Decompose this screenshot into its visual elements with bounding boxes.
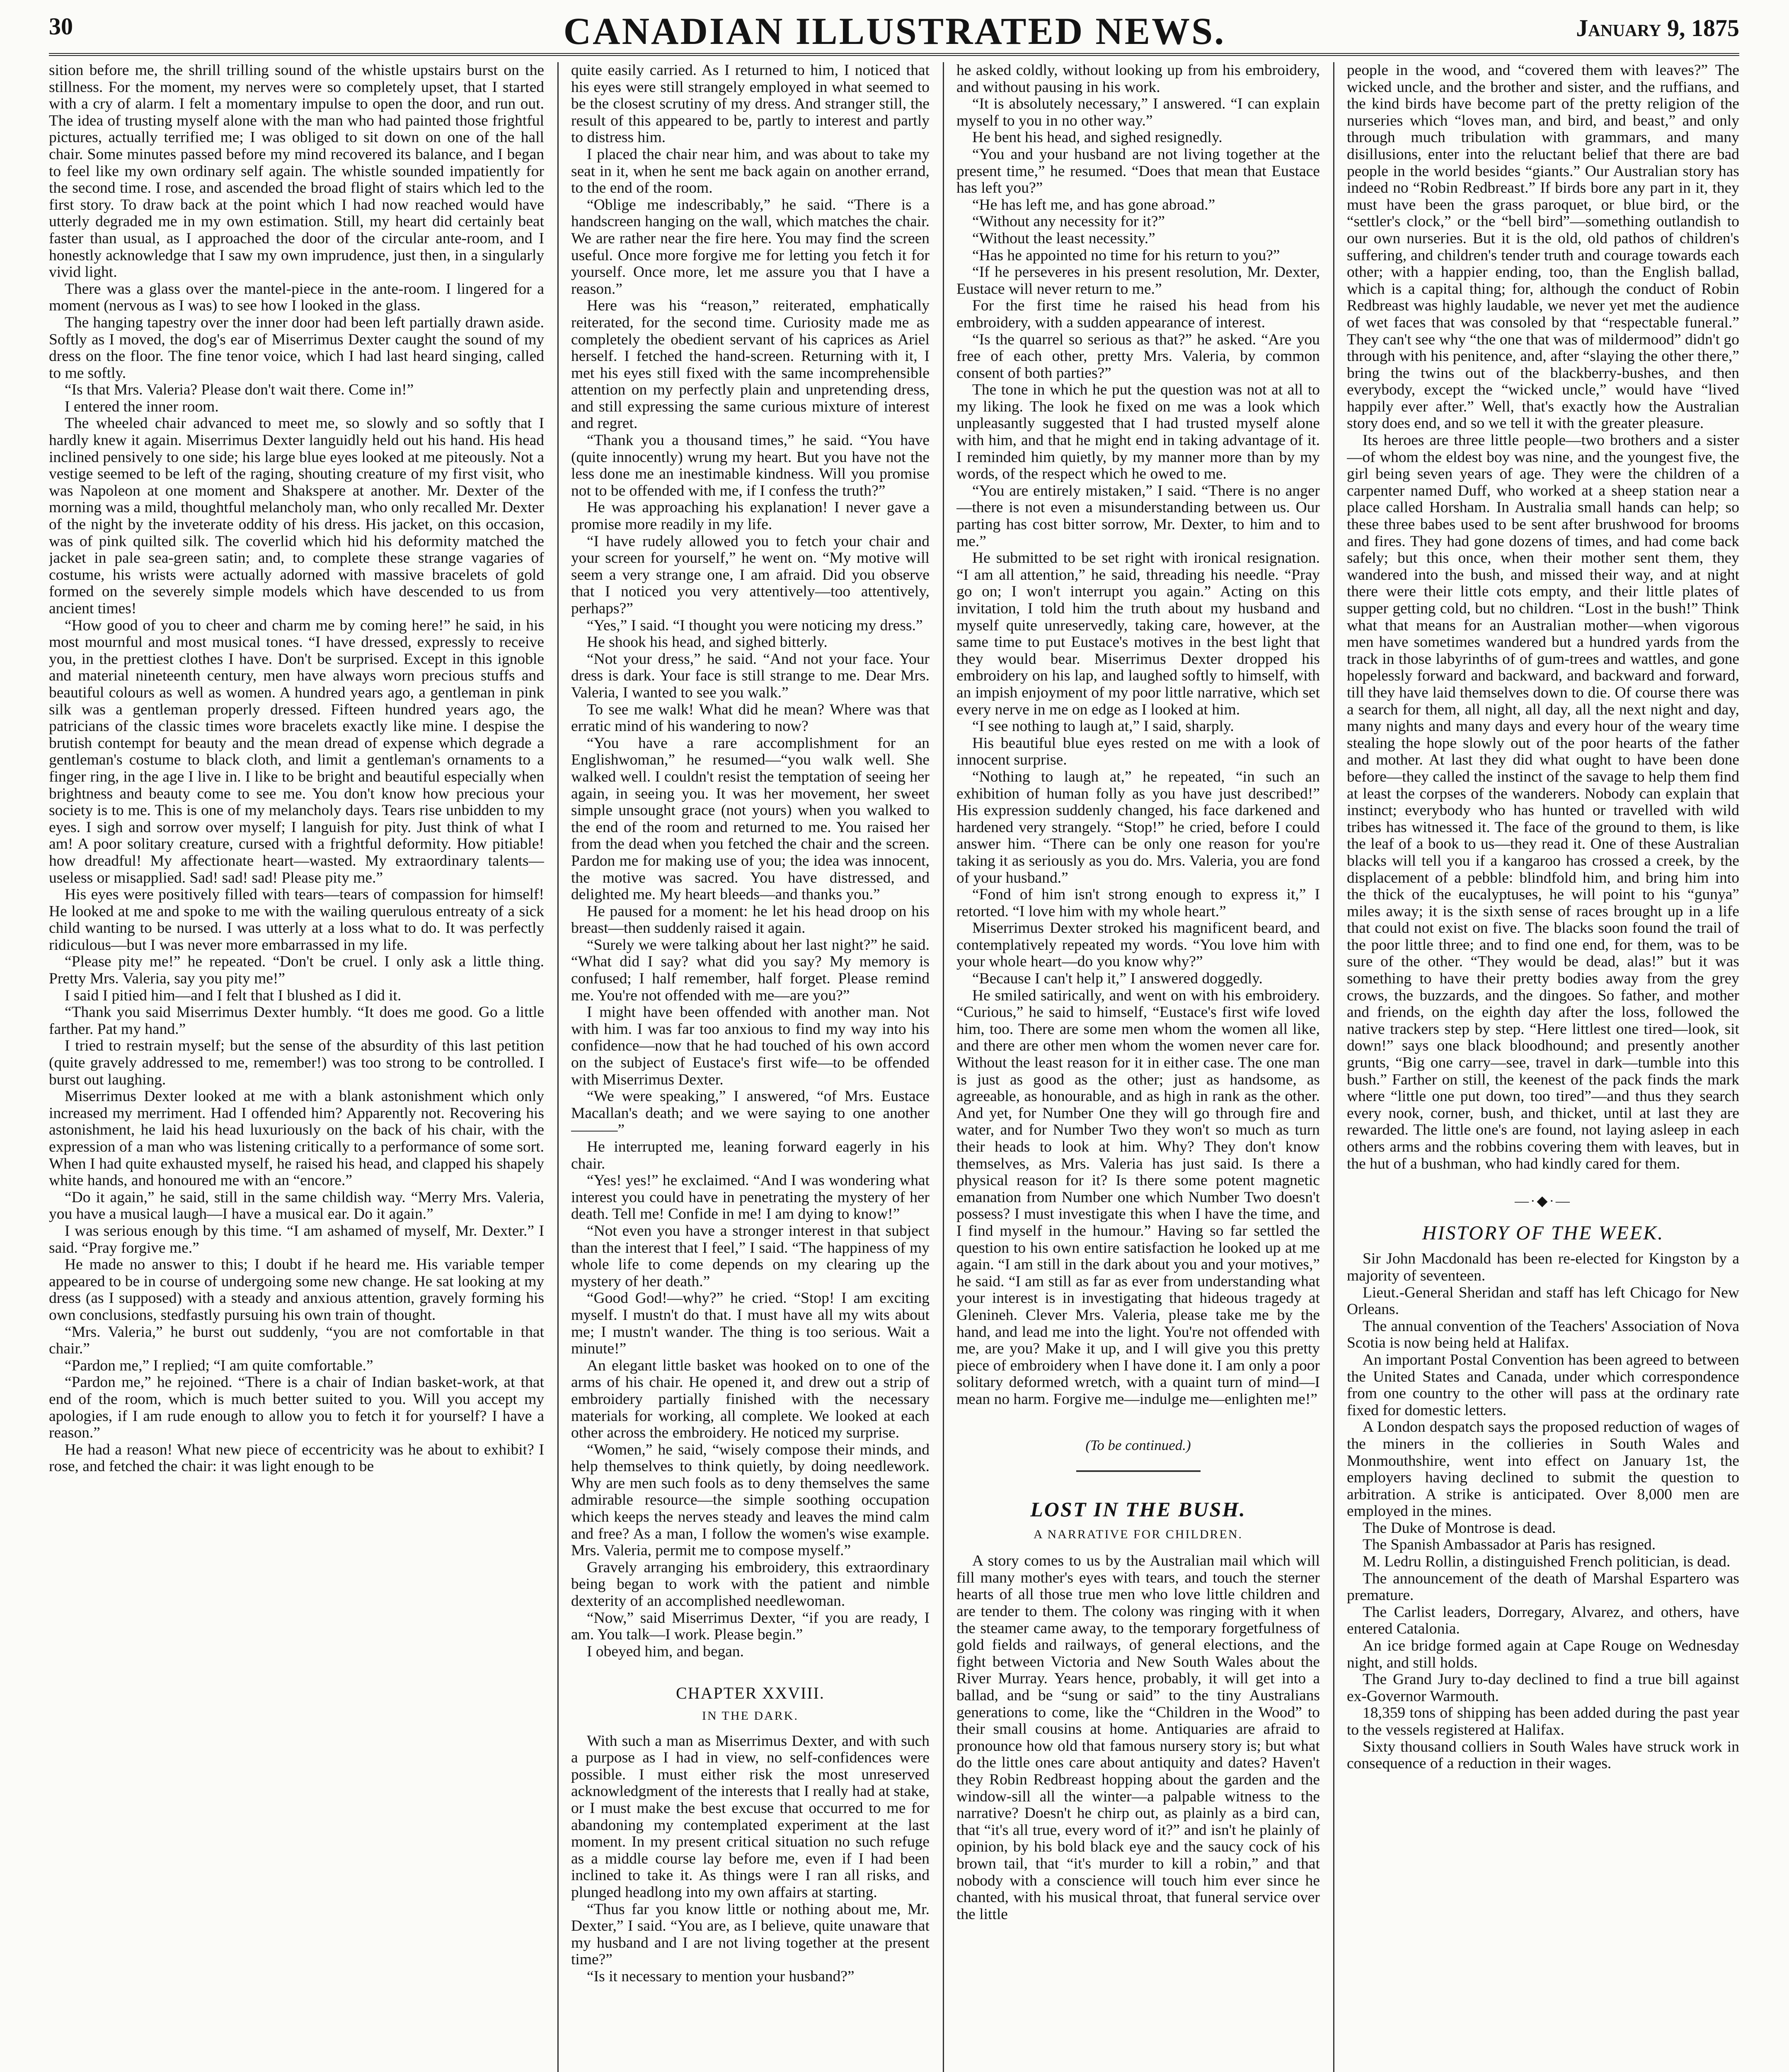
paragraph: I was serious enough by this time. “I am ashamed of myself, Mr. Dexter.” I said. “Pray forgive me.” bbox=[49, 1222, 544, 1256]
paragraph: I tried to restrain myself; but the sense of the absurdity of this last petition (quite gravely addressed to me, remember!) was too strong to be controlled. I burst out laughing. bbox=[49, 1037, 544, 1088]
story-title: LOST IN THE BUSH. bbox=[1030, 1498, 1246, 1521]
paragraph: I entered the inner room. bbox=[65, 398, 219, 415]
paragraph: Gravely arranging his embroidery, this extraordinary being began to work with the patient and nimble dexterity of an accomplished needlewoman. bbox=[571, 1559, 930, 1610]
paragraph: He paused for a moment: he let his head droop on his breast—then suddenly raised it again. bbox=[571, 903, 930, 937]
paragraph: “Pardon me,” he rejoined. “There is a chair of Indian basket-work, at that end of the room, which is much better suited to you. Will you accept my apologies, if I am rude enough to allow you to fetch it for yourself? I have a reason.” bbox=[49, 1374, 544, 1442]
news-item: The annual convention of the Teachers' Association of Nova Scotia is now being held at Halifax. bbox=[1347, 1317, 1739, 1352]
paragraph: “Thank you a thousand times,” he said. “You have (quite innocently) wrung my heart. But you have not the less done me an inestimable kindness. Will you promise not to be offended with me, if I confess the truth?” bbox=[571, 432, 930, 499]
paragraph: “You have a rare accomplishment for an Englishwoman,” he resumed—“you walk well. She walked well. I couldn't resist the temptation of seeing her again, in seeing you. It was her movement, her sweet simple unsought grace (not yours) when you walked to the end of the room and returned to me. You raised her from the dead when you fetched the chair and the screen. Pardon me for making use of you; the idea was innocent, the motive was sacred. You have distressed, and delighted me. My heart bleeds—and thanks you.” bbox=[571, 734, 930, 903]
paragraph: An elegant little basket was hooked on to one of the arms of his chair. He opened it, and drew out a strip of embroidery partially finished with the necessary materials for working, all complete. We looked at each other across the embroidery. He noticed my surprise. bbox=[571, 1357, 930, 1442]
column-2 bbox=[571, 62, 930, 2072]
paragraph: “Has he appointed no time for his return to you?” bbox=[972, 247, 1280, 264]
paragraph: “Is the quarrel so serious as that?” he asked. “Are you free of each other, pretty Mrs. Valeria, by common consent of both parties?” bbox=[956, 331, 1320, 382]
news-item: Sixty thousand colliers in South Wales have struck work in consequence of a reduction in their wages. bbox=[1347, 1738, 1739, 1772]
paragraph: “He has left me, and has gone abroad.” bbox=[972, 196, 1215, 213]
paragraph: “Pardon me,” I replied; “I am quite comfortable.” bbox=[65, 1357, 373, 1374]
column-divider bbox=[557, 62, 559, 2072]
page-number: 30 bbox=[49, 13, 73, 40]
news-item: M. Ledru Rollin, a distinguished French politician, is dead. bbox=[1363, 1553, 1731, 1571]
paragraph: His beautiful blue eyes rested on me with a look of innocent surprise. bbox=[956, 734, 1320, 769]
paragraph: He was approaching his explanation! I never gave a promise more readily in my life. bbox=[571, 499, 930, 533]
news-item: The announcement of the death of Marshal Espartero was premature. bbox=[1347, 1570, 1739, 1604]
paragraph: “Thus far you know little or nothing about me, Mr. Dexter,” I said. “You are, as I believe, quite unaware that my husband and I are not living together at the present time?” bbox=[571, 1900, 930, 1968]
paragraph: “Without any necessity for it?” bbox=[972, 213, 1165, 230]
history-heading: HISTORY OF THE WEEK. bbox=[1422, 1222, 1664, 1244]
news-item: The Duke of Montrose is dead. bbox=[1363, 1519, 1556, 1537]
paragraph: He made no answer to this; I doubt if he heard me. His variable temper appeared to be in course of undergoing some new change. He sat looking at my dress (as I supposed) with a steady and anxious attention, gravely forming his own conclusions, stedfastly pursuing his own train of thought. bbox=[49, 1256, 544, 1324]
story-subtitle: A NARRATIVE FOR CHILDREN. bbox=[1033, 1527, 1243, 1541]
chapter-heading: CHAPTER XXVIII. bbox=[676, 1684, 825, 1703]
paragraph: Here was his “reason,” reiterated, emphatically reiterated, for the second time. Curiosity made me as completely the obedient servant of his caprices as Ariel herself. I fetched the hand-screen. Returning with it, I met his eyes still fixed with the same incomprehensible attention on my perfectly plain and unpretending dress, and still expressing the same curious mixture of interest and regret. bbox=[571, 297, 930, 432]
paragraph: For the first time he raised his head from his embroidery, with a sudden appearance of interest. bbox=[956, 297, 1320, 331]
paragraph: “Not your dress,” he said. “And not your face. Your dress is dark. Your face is still strange to me. Dear Mrs. Valeria, I wanted to see you walk.” bbox=[571, 650, 930, 701]
column-divider bbox=[943, 62, 944, 2072]
paragraph: “Yes,” I said. “I thought you were noticing my dress.” bbox=[587, 617, 923, 634]
paragraph: I might have been offended with another man. Not with him. I was far too anxious to find my way into his confidence—now that he had touched of his own accord on the subject of Eustace's first wife—to be offended with Miserrimus Dexter. bbox=[571, 1004, 930, 1088]
column-4 bbox=[1347, 62, 1739, 2072]
paragraph: “Now,” said Miserrimus Dexter, “if you are ready, I am. You talk—I work. Please begin.” bbox=[571, 1609, 930, 1644]
paragraph: “Because I can't help it,” I answered doggedly. bbox=[972, 970, 1263, 988]
news-item: An ice bridge formed again at Cape Rouge on Wednesday night, and still holds. bbox=[1347, 1637, 1739, 1671]
column-3 bbox=[956, 62, 1320, 2072]
paragraph: “Women,” he said, “wisely compose their minds, and help themselves to think quietly, by doing needlework. Why are men such fools as to deny themselves the same admirable resource—the simple soothing occupation which keeps the nerves steady and leaves the mind calm and free? As a man, I follow the women's wise example. Mrs. Valeria, permit me to compose myself.” bbox=[571, 1441, 930, 1559]
paragraph: “Fond of him isn't strong enough to express it,” I retorted. “I love him with my whole heart.” bbox=[956, 886, 1320, 920]
column-1 bbox=[49, 62, 544, 2072]
paragraph: He interrupted me, leaning forward eagerly in his chair. bbox=[571, 1138, 930, 1172]
paragraph: “It is absolutely necessary,” I answered. “I can explain myself to you in no other way.” bbox=[956, 95, 1320, 129]
paragraph: The hanging tapestry over the inner door had been left partially drawn aside. Softly as I moved, the dog's ear of Miserrimus Dexter caught the sound of my dress on the floor. The fine tenor voice, which I had last heard singing, called to me softly. bbox=[49, 314, 544, 382]
paragraph: Its heroes are three little people—two brothers and a sister—of whom the eldest boy was nine, and the youngest five, the girl being seven years of age. They were the children of a carpenter named Duff, who worked at a sheep station near a place called Horsham. In Australia small hands can help; so these three babes used to be sent after brushwood for brooms and fires. They had gone dozens of times, and had come back safely; but this once, when their mother sent them, they wandered into the bush, and missed their way, and at night there were their little cots empty, and their little plates of supper getting cold, but no children. “Lost in the bush!” Think what that means for an Australian mother—when vigorous men have sometimes wandered but a hundred yards from the track in those labyrinths of of gum-trees and wattles, and gone hopelessly forward and backward, and backward and forward, till they have laid themselves down to die. Of course there was a search for them, all night, all day, all the next night and day, many nights and many days and every hour of the weary time stealing the hope slowly out of the poor hearts of the father and mother. At last they did what ought to have been done before—they called the instinct of the savage to help them find at least the corpses of the wanderers. Nobody can explain that instinct; everybody who has hunted or travelled with wild tribes has witnessed it. The face of the ground to them, is like the leaf of a book to us—they read it. One of these Australian blacks will tell you if a kangaroo has crossed a creek, by the displacement of a pebble: blindfold him, and bring him into the thick of the eucalyptuses, he will point to his “gunya” miles away; it is the sixth sense of races brought up in a life that could not exist on five. The blacks soon found the trail of the poor little three; and to find one end, for them, was to be sure of the other. “They would be dead, alas!” but it was something to have their pretty bodies away from the grey crows, the buzzards, and the dingoes. So father, and mother and friends, on the eighth day after the loss, followed the native trackers step by step. “Here littlest one tired—look, sit down!” says one black bloodhound; and presently another grunts, “Big one carry—see, travel in dark—tumble into this bush.” Farther on still, the keenest of the pack finds the mark where “little one put down, too tired”—and thus they search every nook, corner, bush, and thicket, until at last they are rewarded. The little one's are found, not laying asleep in each others arms and the robbins covering them with leaves, but in the hut of a bushman, who had kindly cared for them. bbox=[1347, 432, 1739, 1172]
paragraph: “How good of you to cheer and charm me by coming here!” he said, in his most mournful and most musical tones. “I have dressed, expressly to receive you, in the prettiest clothes I have. Don't be surprised. Except in this ignoble and material nineteenth century, men have always worn precious stuffs and beautiful colours as well as women. A hundred years ago, a gentleman in pink silk was a gentleman properly dressed. Fifteen hundred years ago, the patricians of the classic times wore bracelets exactly like mine. I despise the brutish contempt for beauty and the mean dread of expense which degrade a gentleman's costume to black cloth, and limit a gentleman's ornaments to a finger ring, in the age I live in. I like to be bright and beautiful especially when brightness and beauty come to see me. You don't know how precious your society is to me. This is one of my melancholy days. Tears rise unbidden to my eyes. I sigh and sorrow over myself; I languish for pity. Just think of what I am! A poor solitary creature, cursed with a frightful deformity. How pitiable! how dreadful! My affectionate heart—wasted. My extraordinary talents—useless or misapplied. Sad! sad! sad! Please pity me.” bbox=[49, 617, 544, 886]
section-divider bbox=[1076, 1470, 1201, 1472]
chapter-subheading: IN THE DARK. bbox=[702, 1709, 799, 1723]
paragraph: “Good God!—why?” he cried. “Stop! I am exciting myself. I mustn't do that. I must have all my wits about me; I mustn't wander. The thing is too serious. Wait a minute!” bbox=[571, 1290, 930, 1358]
column-divider bbox=[1333, 62, 1334, 2072]
paragraph: “Is it necessary to mention your husband?” bbox=[587, 1968, 855, 1985]
paragraph: Miserrimus Dexter looked at me with a blank astonishment which only increased my merriment. Had I offended him? Apparently not. Recovering his astonishment, he laid his head luxuriously on the back of his chair, with the expression of a man who was listening critically to a performance of some sort. When I had quite exhausted myself, he raised his head, and clapped his shapely white hands, and honoured me with an “encore.” bbox=[49, 1088, 544, 1189]
paragraph: He had a reason! What new piece of eccentricity was he about to exhibit? I rose, and fetched the chair: it was light enough to be bbox=[49, 1441, 544, 1475]
news-item: Lieut.-General Sheridan and staff has left Chicago for New Orleans. bbox=[1347, 1284, 1739, 1318]
paragraph: “Without the least necessity.” bbox=[972, 230, 1155, 247]
ornament-divider: —·◆·— bbox=[1515, 1193, 1571, 1209]
paragraph: The wheeled chair advanced to meet me, so slowly and so softly that I hardly knew it again. Miserrimus Dexter languidly held out his hand. His head inclined pensively to one side; his large blue eyes looked at me piteously. Not a vestige seemed to be left of the raging, shouting creature of my first visit, who was Napoleon at one moment and Shakspere at another. Mr. Dexter of the morning was a mild, thoughtful melancholy man, who only recalled Mr. Dexter of the night by the inveterate oddity of his dress. His jacket, on this occasion, was of pink quilted silk. The coverlid which hid his deformity matched the jacket in pale sea-green satin; and, to complete these strange vagaries of costume, his wrists were actually adorned with massive bracelets of gold formed on the severely simple models which have descended to us from ancient times! bbox=[49, 415, 544, 617]
paragraph: “I see nothing to laugh at,” I said, sharply. bbox=[972, 718, 1234, 735]
paragraph: “Please pity me!” he repeated. “Don't be cruel. I only ask a little thing. Pretty Mrs. Valeria, say you pity me!” bbox=[49, 953, 544, 988]
news-item: The Grand Jury to-day declined to find a true bill against ex-Governor Warmouth. bbox=[1347, 1671, 1739, 1705]
paragraph: “Yes! yes!” he exclaimed. “And I was wondering what interest you could have in penetrating the mystery of her death. Tell me! Confide in me! I am dying to know!” bbox=[571, 1172, 930, 1223]
paragraph: He shook his head, and sighed bitterly. bbox=[587, 634, 828, 651]
paragraph: “Is that Mrs. Valeria? Please don't wait there. Come in!” bbox=[65, 381, 414, 399]
paragraph: quite easily carried. As I returned to him, I noticed that his eyes were still strangely employed in what seemed to be the closest scrutiny of my dress. And stranger still, the result of this appeared to be, partly to interest and partly to distress him. bbox=[571, 62, 930, 146]
paragraph: I said I pitied him—and I felt that I blushed as I did it. bbox=[65, 987, 402, 1004]
paragraph: I obeyed him, and began. bbox=[587, 1643, 744, 1660]
paragraph: “I have rudely allowed you to fetch your chair and your screen for yourself,” he went on. “My motive will seem a very strange one, I am afraid. Did you observe that I noticed you very attentively—too attentively, perhaps?” bbox=[571, 533, 930, 617]
paragraph: “Mrs. Valeria,” he burst out suddenly, “you are not comfortable in that chair.” bbox=[49, 1323, 544, 1358]
paragraph: The tone in which he put the question was not at all to my liking. The look he fixed on me was a look which unpleasantly suggested that I had trusted myself alone with him, and that he might end in taking advantage of it. I reminded him quietly, by my manner more than by my words, of the respect which he owed to me. bbox=[956, 381, 1320, 483]
paragraph: To see me walk! What did he mean? Where was that erratic mind of his wandering to now? bbox=[571, 701, 930, 735]
paragraph: “You are entirely mistaken,” I said. “There is no anger—there is not even a misunderstanding between us. Our parting has cost bitter sorrow, Mr. Dexter, to him and to me.” bbox=[956, 482, 1320, 550]
news-item: A London despatch says the proposed reduction of wages of the miners in the collieries in South Wales and Monmouthshire, went into effect on January 1st, the employers having declined to submit the question to arbitration. A strike is anticipated. Over 8,000 men are employed in the mines. bbox=[1347, 1418, 1739, 1520]
header-rule bbox=[49, 53, 1739, 59]
paragraph: “Surely we were talking about her last night?” he said. “What did I say? what did you say? My memory is confused; I half remember, half forget. Please remind me. You're not offended with me—are you?” bbox=[571, 936, 930, 1004]
paragraph: With such a man as Miserrimus Dexter, and with such a purpose as I had in view, no self-confidences were possible. I must either risk the most unreserved acknowledgment of the interests that I really had at stake, or I must make the best excuse that occurred to me for abandoning my contemplated experiment at the last moment. In my present critical situation no such refuge as a middle course lay before me, even if I had been inclined to take it. As things were I ran all risks, and plunged headlong into my own affairs at starting. bbox=[571, 1732, 930, 1901]
paragraph: I placed the chair near him, and was about to take my seat in it, when he sent me back again on another errand, to the end of the room. bbox=[571, 145, 930, 197]
to-be-continued: (To be continued.) bbox=[1085, 1437, 1191, 1453]
paragraph: “If he perseveres in his present resolution, Mr. Dexter, Eustace will never return to me.” bbox=[956, 264, 1320, 298]
paragraph: “You and your husband are not living together at the present time,” he resumed. “Does that mean that Eustace has left you?” bbox=[956, 145, 1320, 197]
paragraph: sition before me, the shrill trilling sound of the whistle upstairs burst on the stillness. For the moment, my nerves were so completely upset, that I started with a cry of alarm. I felt a momentary impulse to open the door, and run out. The idea of trusting myself alone with the man who had painted those frightful pictures, actually terrified me; I was obliged to sit down on one of the hall chair. Some minutes passed before my mind recovered its balance, and I began to feel like my own ordinary self again. The whistle sounded impatiently for the second time. I rose, and ascended the broad flight of stairs which led to the first story. To draw back at the point which I had now reached would have utterly degraded me in my own estimation. Still, my heart did certainly beat faster than usual, as I approached the door of the circular ante-room, and I honestly acknowledge that I saw my own imprudence, just then, in a singularly vivid light. bbox=[49, 62, 544, 281]
paragraph: He submitted to be set right with ironical resignation. “I am all attention,” he said, threading his needle. “Pray go on; I won't interrupt you again.” Acting on this invitation, I told him the truth about my husband and myself quite unreservedly, taking care, however, at the same time to put Eustace's motives in the best light that they would bear. Miserrimus Dexter dropped his embroidery on his lap, and laughed softly to himself, with an impish enjoyment of my poor little narrative, which set every nerve in me on edge as I looked at him. bbox=[956, 549, 1320, 718]
paragraph: “Nothing to laugh at,” he repeated, “in such an exhibition of human folly as you have just described!” His expression suddenly changed, his face darkened and hardened very strangely. “Stop!” he cried, before I could answer him. “There can be only one reason for you're taking it as seriously as you do. Mrs. Valeria, you are fond of your husband.” bbox=[956, 768, 1320, 886]
paragraph: “Do it again,” he said, still in the same childish way. “Merry Mrs. Valeria, you have a musical laugh—I have a musical ear. Do it again.” bbox=[49, 1188, 544, 1223]
paragraph: A story comes to us by the Australian mail which will fill many mother's eyes with tears, and touch the sterner hearts of all those true men who love little children and are tender to them. The colony was ringing with it when the steamer came away, to the temporary forgetfulness of gold fields and railways, of general elections, and the fight between Victoria and New South Wales about the River Murray. Years hence, probably, it will get into a ballad, and be “sung or said” to the tiny Australians generations to come, like the “Children in the Wood” to their small cousins at home. Antiquaries are afraid to pronounce how old that famous nursery story is; but what do the little ones care about antiquity and dates? Haven't they Robin Redbreast hopping about the garden and the window-sill all the winter—a palpable witness to the narrative? Doesn't he chirp out, as plainly as a bird can, that “it's all true, every word of it?” and isn't he plainly of opinion, by his bold black eye and the saucy cock of his brown tail, that “it's murder to kill a robin,” and that nobody with a conscience will touch him ever since he chanted, with his musical throat, that funeral service over the little bbox=[956, 1552, 1320, 1923]
paragraph: people in the wood, and “covered them with leaves?” The wicked uncle, and the brother and sister, and the ruffians, and the kind birds have become part of the pretty religion of the nurseries which “loves man, and bird, and beast,” and only through much tribulation with grammars, and many disillusions, enter into the reluctant belief that there are bad people in the world besides “giants.” Our Australian story has indeed no “Robin Redbreast.” If birds bore any part in it, they must have been the grass paroquet, or blue bird, or the “settler's clock,” or the “bell bird”—something outlandish to our own nurseries. But it is the old, old pathos of children's suffering, and children's tender truth and courage towards each other; with a happier ending, too, than the English ballad, which is a capital thing; for, although the conduct of Robin Redbreast was highly laudable, we never yet met the audience of wet faces that was consoled by that “respectable funeral.” They can't see why “the one that was of mildermood” didn't go through with his penitence, and, after “slaying the other there,” bring the twins out of the blackberry-bushes, and then everybody, except the “wicked uncle,” would have “lived happily ever after.” Well, that's exactly how the Australian story does end, and so we tell it with the greater pleasure. bbox=[1347, 62, 1739, 432]
news-item: The Carlist leaders, Dorregary, Alvarez, and others, have entered Catalonia. bbox=[1347, 1603, 1739, 1638]
news-item: The Spanish Ambassador at Paris has resigned. bbox=[1363, 1536, 1656, 1554]
paragraph: He smiled satirically, and went on with his embroidery. “Curious,” he said to himself, “Eustace's first wife loved him, too. There are some men whom the women all like, and there are other men whom the women never care for. Without the least reason for it in either case. The one man is just as good as the other; just as handsome, as agreeable, as honourable, and as high in rank as the other. And yet, for Number One they will go through fire and water, and for Number Two they won't so much as turn their heads to look at him. Why? They don't know themselves, as Mrs. Valeria has just said. Is there a physical reason for it? Is there some potent magnetic emanation from Number one which Number Two doesn't possess? I must investigate this when I have the time, and I find myself in the humour.” Having so far settled the question to his own entire satisfaction he looked up at me again. “I am still in the dark about you and your motives,” he said. “I am still as far as ever from understanding what your interest is in investigating that hideous tragedy at Glenineh. Clever Mrs. Valeria, please take me by the hand, and lead me into the light. You're not offended with me, are you? Make it up, and I will give you this pretty piece of embroidery when I have done it. I am only a poor solitary deformed wretch, with a quaint turn of mind—I mean no harm. Forgive me—indulge me—enlighten me!” bbox=[956, 987, 1320, 1408]
paragraph: He bent his head, and sighed resignedly. bbox=[972, 129, 1223, 146]
paragraph: His eyes were positively filled with tears—tears of compassion for himself! He looked at me and spoke to me with the wailing querulous entreaty of a sick child wanting to be nursed. I was utterly at a loss what to do. It was perfectly ridiculous—but I was never more embarrassed in my life. bbox=[49, 886, 544, 954]
paragraph: he asked coldly, without looking up from his embroidery, and without pausing in his work. bbox=[956, 62, 1320, 96]
masthead: CANADIAN ILLUSTRATED NEWS. bbox=[563, 10, 1226, 52]
news-item: 18,359 tons of shipping has been added during the past year to the vessels registered at Halifax. bbox=[1347, 1704, 1739, 1738]
paragraph: Miserrimus Dexter stroked his magnificent beard, and contemplatively repeated my words. “You love him with your whole heart—do you know why?” bbox=[956, 920, 1320, 971]
paragraph: “Not even you have a stronger interest in that subject than the interest that I feel,” I said. “The happiness of my whole life to come depends on my clearing up the mystery of her death.” bbox=[571, 1222, 930, 1290]
news-item: Sir John Macdonald has been re-elected for Kingston by a majority of seventeen. bbox=[1347, 1250, 1739, 1284]
paragraph: “Thank you said Miserrimus Dexter humbly. “It does me good. Go a little farther. Pat my hand.” bbox=[49, 1004, 544, 1038]
paragraph: “We were speaking,” I answered, “of Mrs. Eustace Macallan's death; and we were saying to one another———” bbox=[571, 1088, 930, 1139]
news-item: An important Postal Convention has been agreed to between the United States and Canada, under which correspondence from one country to the other will pass at the ordinary rate fixed for domestic letters. bbox=[1347, 1351, 1739, 1419]
paragraph: “Oblige me indescribably,” he said. “There is a handscreen hanging on the wall, which matches the chair. We are rather near the fire here. You may find the screen useful. Once more forgive me for letting you fetch it for yourself. Once more, let me assure you that I have a reason.” bbox=[571, 196, 930, 298]
issue-date: January 9, 1875 bbox=[1576, 15, 1739, 41]
paragraph: There was a glass over the mantel-piece in the ante-room. I lingered for a moment (nervous as I was) to see how I looked in the glass. bbox=[49, 280, 544, 315]
